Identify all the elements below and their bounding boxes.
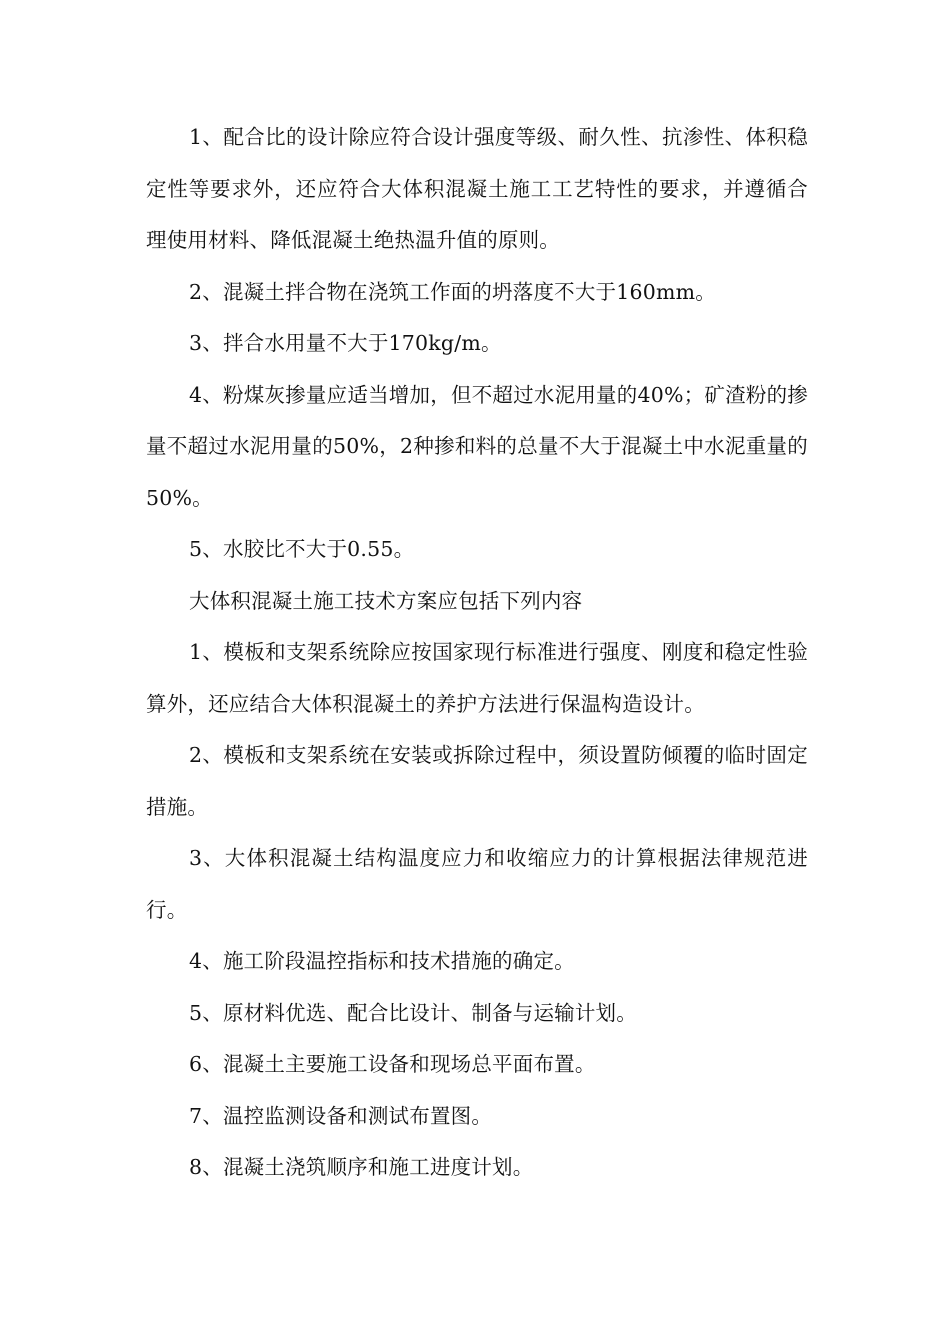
paragraph-formwork-verification: 1、模板和支架系统除应按国家现行标准进行强度、刚度和稳定性验算外，还应结合大体积混凝土的养护方法进行保温构造设计。 (146, 640, 808, 716)
paragraph-monitoring-layout: 7、温控监测设备和测试布置图。 (189, 1103, 493, 1128)
paragraph-stress-calculation: 3、大体积混凝土结构温度应力和收缩应力的计算根据法律规范进行。 (146, 846, 808, 922)
paragraph-anti-overturning: 2、模板和支架系统在安装或拆除过程中，须设置防倾覆的临时固定措施。 (146, 743, 808, 819)
section-heading-plan-contents: 大体积混凝土施工技术方案应包括下列内容 (189, 588, 583, 613)
paragraph-materials-plan: 5、原材料优选、配合比设计、制备与运输计划。 (189, 1000, 637, 1025)
paragraph-mix-design-principles: 1、配合比的设计除应符合设计强度等级、耐久性、抗渗性、体积稳定性等要求外，还应符合大体积混凝土施工工艺特性的要求，并遵循合理使用材料、降低混凝土绝热温升值的原则。 (146, 125, 808, 252)
paragraph-equipment-layout: 6、混凝土主要施工设备和现场总平面布置。 (189, 1052, 596, 1076)
paragraph-water-binder-ratio: 5、水胶比不大于0.55。 (189, 537, 415, 561)
paragraph-admixture-ratio: 4、粉煤灰掺量应适当增加，但不超过水泥用量的40%；矿渣粉的掺量不超过水泥用量的50%，2种掺和料的总量不大于混凝土中水泥重量的50%。 (146, 382, 808, 510)
document-body (146, 112, 808, 1194)
paragraph-temperature-control: 4、施工阶段温控指标和技术措施的确定。 (189, 949, 575, 973)
paragraph-slump-limit: 2、混凝土拌合物在浇筑工作面的坍落度不大于160mm。 (189, 279, 716, 304)
paragraph-pouring-schedule: 8、混凝土浇筑顺序和施工进度计划。 (189, 1155, 534, 1179)
paragraph-water-content: 3、拌合水用量不大于170kg/m。 (189, 331, 502, 355)
